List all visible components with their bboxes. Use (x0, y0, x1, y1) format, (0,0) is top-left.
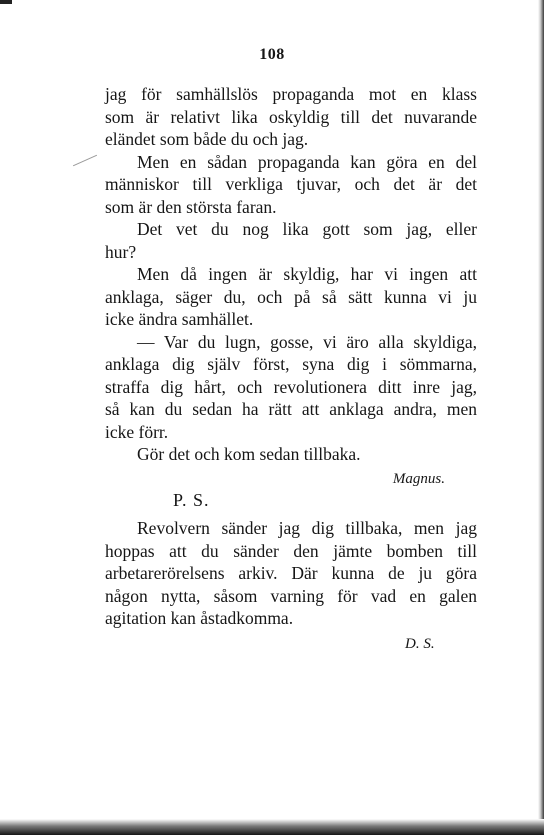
postscript-heading: P. S. (173, 490, 210, 510)
text-line: eländet som både du och jag. (105, 129, 309, 149)
text-line: straffa dig hårt, och revolutionera ditt inre jag, (105, 376, 477, 397)
text-line: Revolvern sänder jag dig tillbaka, men jag (137, 518, 477, 538)
text-line: Men en sådan propaganda kan göra en del (137, 151, 477, 172)
text-line: hur? (105, 241, 137, 262)
text-line: jag för samhällslös propaganda mot en klass (105, 84, 477, 104)
text-line: Det vet du nog lika gott som jag, eller (137, 219, 477, 239)
text-line: icke ändra samhället. (105, 309, 254, 329)
letter-signature: Magnus. (392, 470, 445, 487)
text-line: anklaga, säger du, och på så sätt kunna vi ju (105, 286, 477, 307)
text-line: Gör det och kom sedan tillbaka. (137, 444, 361, 464)
text-line: — Var du lugn, gosse, vi äro alla skyldiga, (137, 331, 477, 352)
page-edge-shadow-bottom (0, 819, 544, 835)
text-line: Men då ingen är skyldig, har vi ingen att (137, 264, 477, 284)
page-number: 108 (259, 46, 285, 63)
text-line: icke förr. (105, 421, 169, 442)
text-line: människor till verkliga tjuvar, och det är det (105, 174, 477, 194)
text-line: anklaga dig själv först, syna dig i sömmarna, (105, 354, 477, 374)
letter-body (105, 83, 477, 490)
postscript-signature: D. S. (405, 636, 435, 652)
postscript-lines (105, 517, 477, 630)
postscript-body (105, 517, 477, 630)
margin-pencil-mark (73, 155, 97, 166)
scan-corner-mark (0, 0, 12, 4)
page-edge-shadow-right (538, 0, 544, 835)
text-line: som är relativt lika oskyldig till det nuvarande (105, 106, 477, 127)
letter-lines (105, 83, 477, 466)
text-line: arbetarerörelsens arkiv. Där kunna de ju göra (105, 563, 477, 583)
text-line: någon nytta, såsom varning för vad en galen (105, 585, 477, 606)
text-line: som är den största faran. (105, 196, 277, 217)
text-line: så kan du sedan ha rätt att anklaga andra, men (105, 399, 477, 419)
text-line: agitation kan åstadkomma. (105, 608, 294, 628)
text-line: hoppas att du sänder den jämte bomben till (105, 540, 477, 561)
